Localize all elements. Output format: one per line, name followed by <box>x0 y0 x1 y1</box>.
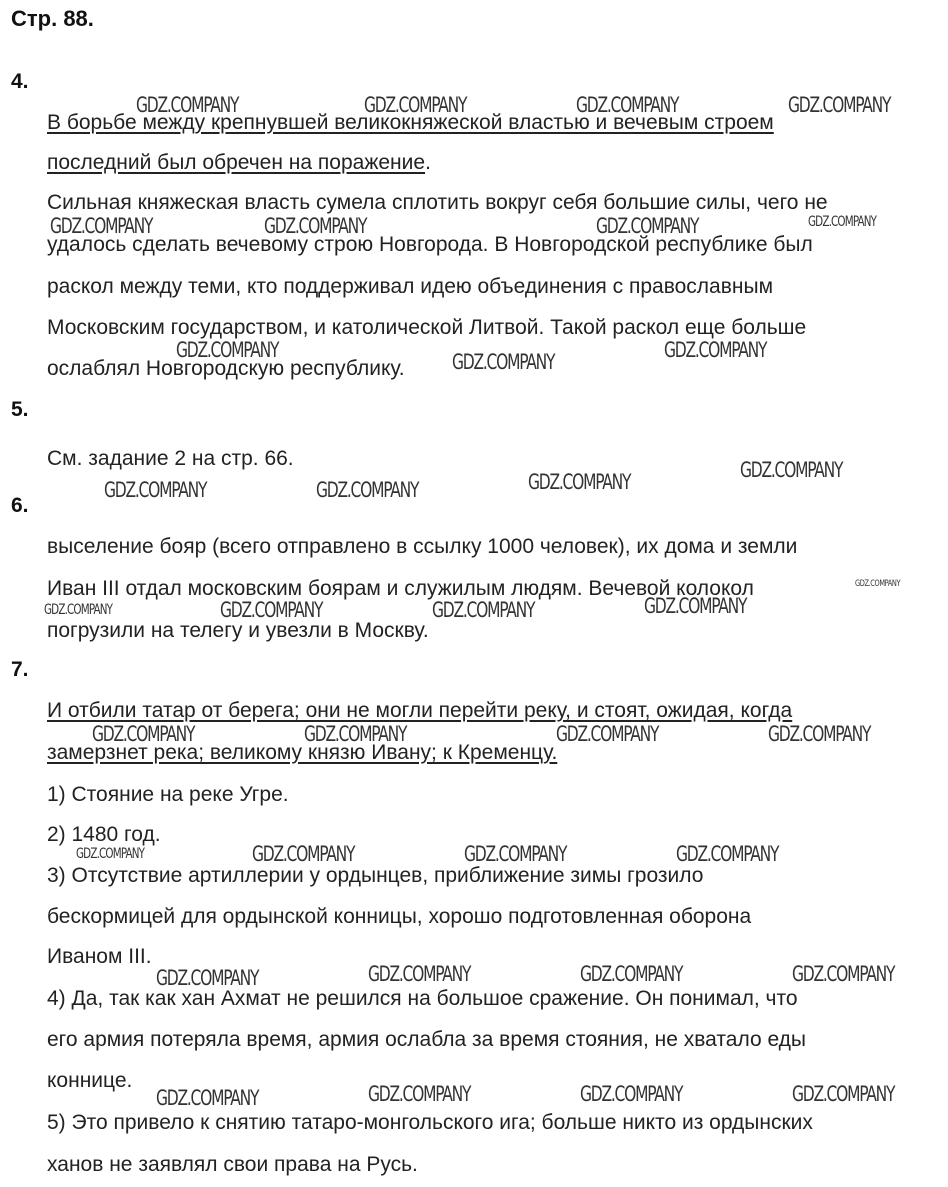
watermark: GDZ.COMPANY <box>855 579 901 589</box>
task-4-line-7: ослаблял Новгородскую республику. <box>47 357 405 380</box>
task-4-line-5: раскол между теми, кто поддерживал идею объединения с православным <box>47 275 774 298</box>
watermark: GDZ.COMPANY <box>220 598 323 622</box>
task-4-line-3: Сильная княжеская власть сумела сплотить вокруг себя большие силы, чего не <box>47 191 828 214</box>
task-5-line-1: См. задание 2 на стр. 66. <box>47 447 294 470</box>
watermark: GDZ.COMPANY <box>664 338 767 362</box>
watermark: GDZ.COMPANY <box>252 842 355 866</box>
watermark: GDZ.COMPANY <box>136 93 239 117</box>
watermark: GDZ.COMPANY <box>176 338 279 362</box>
watermark: GDZ.COMPANY <box>452 350 555 374</box>
task-7-answer-underlined-cont: замерзнет река; великому князю Ивану; к Кременцу. <box>47 741 558 764</box>
watermark: GDZ.COMPANY <box>464 842 567 866</box>
watermark: GDZ.COMPANY <box>788 93 891 117</box>
watermark: GDZ.COMPANY <box>596 214 699 238</box>
watermark: GDZ.COMPANY <box>792 962 895 986</box>
task-4-line-2 <box>47 151 431 175</box>
watermark: GDZ.COMPANY <box>50 214 153 238</box>
watermark: GDZ.COMPANY <box>676 842 779 866</box>
task-7-line-5: 3) Отсутствие артиллерии у ордынцев, приближение зимы грозило <box>47 864 704 887</box>
watermark: GDZ.COMPANY <box>556 722 659 746</box>
watermark: GDZ.COMPANY <box>768 722 871 746</box>
task-number-6: 6. <box>11 494 29 517</box>
watermark: GDZ.COMPANY <box>740 458 843 482</box>
task-7-line-4: 2) 1480 год. <box>47 823 161 846</box>
watermark: GDZ.COMPANY <box>580 962 683 986</box>
watermark: GDZ.COMPANY <box>368 962 471 986</box>
task-7-line-12: ханов не заявлял свои права на Русь. <box>47 1153 418 1176</box>
task-4-answer-underlined-cont: последний был обречен на поражение <box>47 151 426 174</box>
watermark: GDZ.COMPANY <box>156 966 259 990</box>
task-7-line-9: его армия потеряла время, армия ослабла за время стояния, не хватало еды <box>47 1028 807 1051</box>
task-7-answer-underlined: И отбили татар от берега; они не могли перейти реку, и стоят, ожидая, когда <box>47 699 793 722</box>
page-heading: Стр. 88. <box>11 6 94 31</box>
task-7-line-10: коннице. <box>47 1069 133 1092</box>
task-7-line-7: Иваном III. <box>47 945 152 968</box>
task-6-line-2: Иван III отдал московским боярам и служилым людям. Вечевой колокол <box>47 577 754 600</box>
watermark: GDZ.COMPANY <box>104 478 207 502</box>
watermark: GDZ.COMPANY <box>432 598 535 622</box>
task-7-line-8: 4) Да, так как хан Ахмат не решился на большое сражение. Он понимал, что <box>47 987 798 1010</box>
watermark: GDZ.COMPANY <box>264 214 367 238</box>
task-7-line-1 <box>47 699 792 723</box>
task-4-line-6: Московским государством, и католической Литвой. Такой раскол еще больше <box>47 316 807 339</box>
watermark: GDZ.COMPANY <box>304 722 407 746</box>
watermark: GDZ.COMPANY <box>644 594 747 618</box>
task-6-line-1: выселение бояр (всего отправлено в ссылку 1000 человек), их дома и земли <box>47 535 798 558</box>
watermark: GDZ.COMPANY <box>156 1086 259 1110</box>
watermark: GDZ.COMPANY <box>92 722 195 746</box>
watermark: GDZ.COMPANY <box>316 478 419 502</box>
watermark: GDZ.COMPANY <box>364 93 467 117</box>
task-4-answer-underlined: В борьбе между крепнувшей великокняжеской властью и вечевым строем <box>47 111 774 134</box>
task-4-answer-period: . <box>425 151 431 174</box>
watermark: GDZ.COMPANY <box>528 470 631 494</box>
watermark: GDZ.COMPANY <box>576 93 679 117</box>
task-4-line-4: удалось сделать вечевому строю Новгорода. В Новгородской республике был <box>47 233 813 256</box>
task-number-4: 4. <box>11 70 29 93</box>
watermark: GDZ.COMPANY <box>368 1082 471 1106</box>
task-number-7: 7. <box>11 658 29 681</box>
watermark: GDZ.COMPANY <box>76 846 145 862</box>
task-number-5: 5. <box>11 398 29 421</box>
watermark: GDZ.COMPANY <box>792 1082 895 1106</box>
task-7-line-6: бескормицей для ордынской конницы, хорошо подготовленная оборона <box>47 905 752 928</box>
task-7-line-3: 1) Стояние на реке Угре. <box>47 783 289 806</box>
watermark: GDZ.COMPANY <box>808 214 877 230</box>
watermark: GDZ.COMPANY <box>44 602 113 618</box>
watermark: GDZ.COMPANY <box>580 1082 683 1106</box>
task-6-line-3: погрузили на телегу и увезли в Москву. <box>47 619 429 642</box>
task-7-line-11: 5) Это привело к снятию татаро-монгольского ига; больше никто из ордынских <box>47 1111 813 1134</box>
